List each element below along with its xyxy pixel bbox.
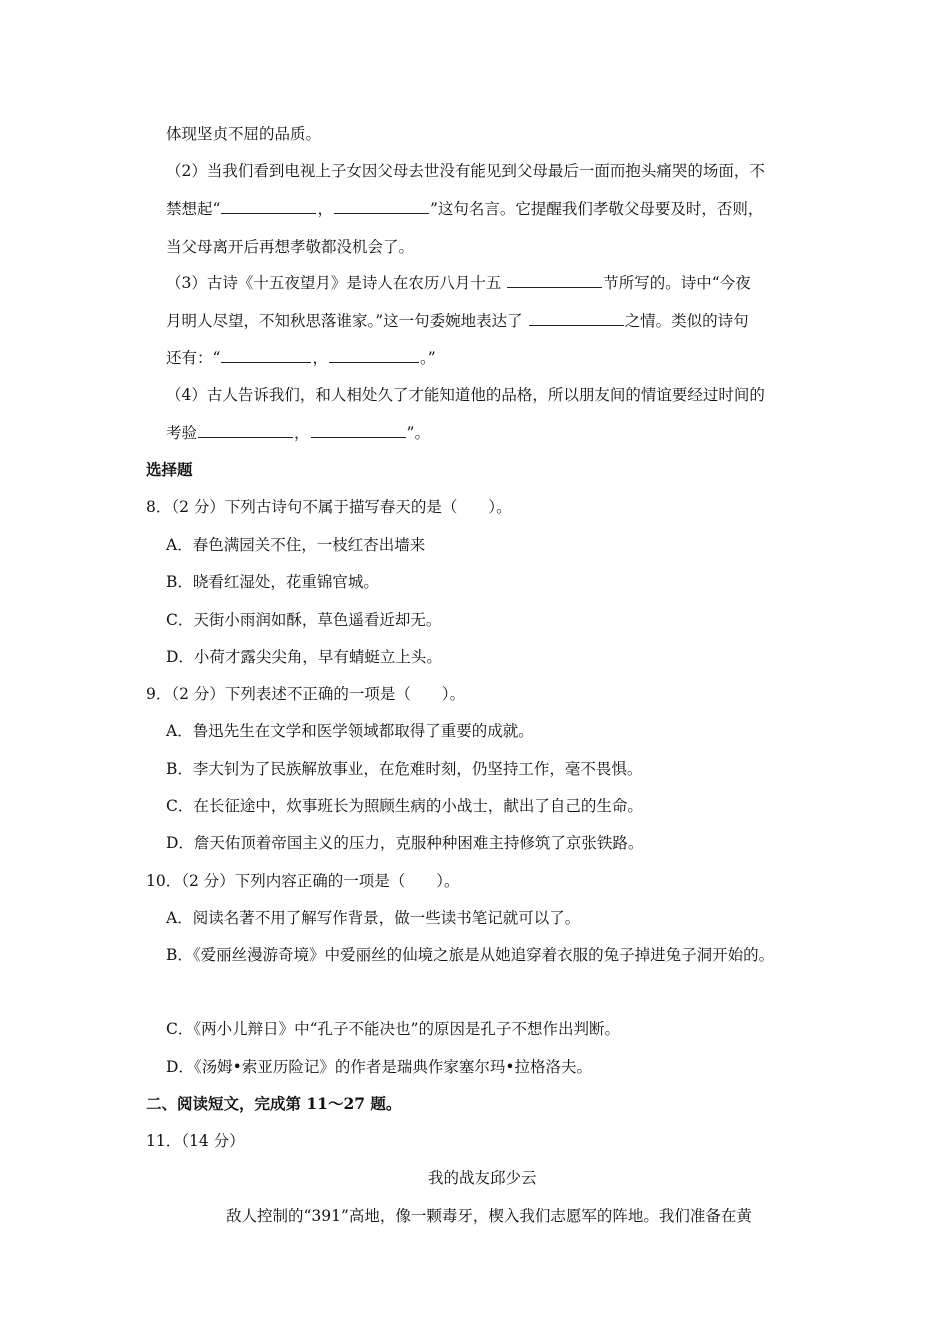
option-item[interactable]: B．《爱丽丝漫游奇境》中爱丽丝的仙境之旅是从她追穿着衣服的兔子掉进兔子洞开始的。: [166, 946, 775, 964]
option-item[interactable]: A．鲁迅先生在文学和医学领域都取得了重要的成就。: [166, 722, 534, 740]
option-item[interactable]: C．《两小儿辩日》中“孔子不能决也”的原因是孔子不想作出判断。: [166, 1020, 620, 1038]
answer-blank[interactable]: [329, 348, 419, 363]
q4-line2-comma: ，: [294, 424, 310, 442]
q3-line1: [166, 273, 751, 293]
answer-blank[interactable]: [221, 348, 311, 363]
q2-line2-post: ”这句名言。它提醒我们孝敬父母要及时，否则，: [429, 200, 764, 218]
option-item[interactable]: D．詹天佑顶着帝国主义的压力，克服种种困难主持修筑了京张铁路。: [166, 834, 644, 852]
q3-line2-post: 之情。类似的诗句: [624, 312, 749, 330]
answer-blank[interactable]: [221, 199, 316, 214]
option-item[interactable]: C．天街小雨润如酥，草色遥看近却无。: [166, 611, 442, 629]
q3-line3-post: 。”: [419, 349, 436, 367]
q3-line3-comma: ，: [312, 349, 328, 367]
reading-section-heading: 二、阅读短文，完成第 11～27 题。: [146, 1094, 402, 1113]
option-item[interactable]: B．李大钊为了民族解放事业，在危难时刻，仍坚持工作，毫不畏惧。: [166, 760, 643, 778]
option-item[interactable]: B．晓看红湿处，花重锦官城。: [166, 573, 379, 591]
q3-line2: [166, 311, 749, 331]
q4-line1: （4）古人告诉我们，和人相处久了才能知道他的品格，所以朋友间的情谊要经过时间的: [166, 386, 765, 404]
answer-blank[interactable]: [311, 423, 406, 438]
choice-section-heading: 选择题: [146, 460, 193, 479]
q2-line2: [166, 199, 763, 219]
question-stem-11: 11．（14 分）: [146, 1132, 245, 1150]
answer-blank[interactable]: [198, 423, 293, 438]
answer-blank[interactable]: [529, 311, 624, 326]
q3-line1-pre: （3）古诗《十五夜望月》是诗人在农历八月十五: [166, 274, 507, 292]
question-stem: 9．（2 分）下列表述不正确的一项是（ ）。: [146, 685, 466, 703]
passage-paragraph: 敌人控制的“391”高地，像一颗毒牙，楔入我们志愿军的阵地。我们准备在黄: [226, 1207, 752, 1225]
option-item[interactable]: A．阅读名著不用了解写作背景，做一些读书笔记就可以了。: [166, 909, 581, 927]
fill-line-intro: 体现坚贞不屈的品质。: [166, 125, 322, 143]
option-item[interactable]: C．在长征途中，炊事班长为照顾生病的小战士，献出了自己的生命。: [166, 797, 643, 815]
q3-line1-post: 节所写的。诗中“今夜: [603, 274, 751, 292]
option-item[interactable]: D．《汤姆•索亚历险记》的作者是瑞典作家塞尔玛•拉格洛夫。: [166, 1058, 592, 1076]
passage-title: 我的战友邱少云: [428, 1169, 537, 1187]
question-stem: 8．（2 分）下列古诗句不属于描写春天的是（ ）。: [146, 498, 512, 516]
q4-line2-post: ”。: [406, 424, 430, 442]
question-stem: 10．（2 分）下列内容正确的一项是（ ）。: [146, 872, 460, 890]
q2-line2-comma: ，: [317, 200, 333, 218]
option-item[interactable]: A．春色满园关不住，一枝红杏出墙来: [166, 536, 426, 554]
q2-line2-pre: 禁想起“: [166, 200, 221, 218]
q3-line3-pre: 还有：“: [166, 349, 221, 367]
q4-line2-pre: 考验: [166, 424, 198, 442]
q2-line1: （2）当我们看到电视上子女因父母去世没有能见到父母最后一面而抱头痛哭的场面，不: [166, 162, 765, 180]
answer-blank[interactable]: [507, 273, 602, 288]
answer-blank[interactable]: [334, 199, 429, 214]
q3-line2-pre: 月明人尽望，不知秋思落谁家。”这一句委婉地表达了: [166, 312, 528, 330]
q2-line3: 当父母离开后再想孝敬都没机会了。: [166, 238, 415, 256]
option-item[interactable]: D．小荷才露尖尖角，早有蜻蜓立上头。: [166, 648, 442, 666]
q4-line2: [166, 423, 430, 443]
q3-line3: [166, 348, 436, 368]
